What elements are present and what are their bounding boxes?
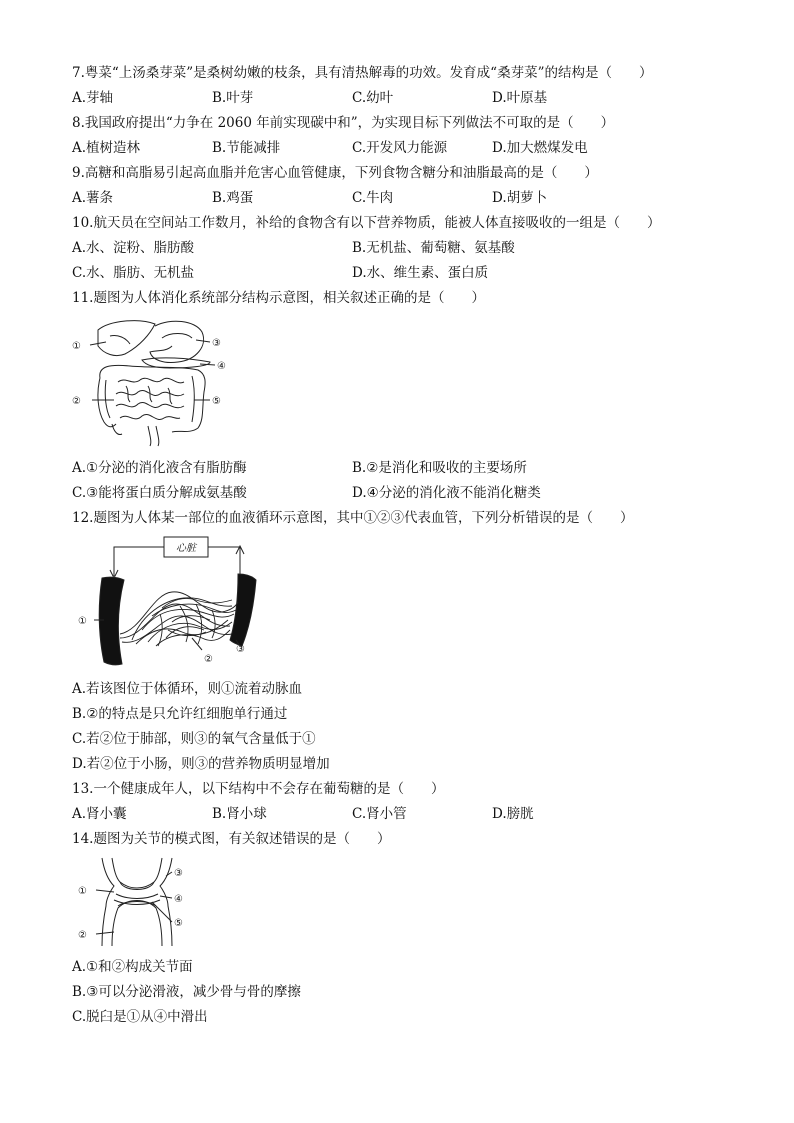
question-13-stem: 13.一个健康成年人，以下结构中不会存在葡萄糖的是（ ） [72,781,445,797]
q7-option-d: D.叶原基 [492,90,548,106]
q8-option-d: D.加大燃煤发电 [492,140,588,156]
fig14-label-1: ① [78,886,87,897]
digestive-system-figure [70,316,240,448]
q9-option-d: D.胡萝卜 [492,190,548,206]
q14-option-b: B.③可以分泌滑液，减少骨与骨的摩擦 [72,984,301,1000]
q11-option-a: A.①分泌的消化液含有脂肪酶 [72,460,247,476]
q13-option-a: A.肾小囊 [72,806,127,822]
q14-option-c: C.脱臼是①从④中滑出 [72,1009,208,1025]
fig11-label-3: ③ [212,338,221,349]
fig14-label-2: ② [78,930,87,941]
q8-option-a: A.植树造林 [72,140,141,156]
fig12-label-3: ③ [236,644,245,655]
q10-option-b: B.无机盐、葡萄糖、氨基酸 [352,240,515,256]
q11-option-c: C.③能将蛋白质分解成氨基酸 [72,485,247,501]
q12-option-b: B.②的特点是只允许红细胞单行通过 [72,706,288,722]
q7-option-a: A.芽轴 [72,90,114,106]
question-9-stem: 9.高糖和高脂易引起高血脂并危害心血管健康，下列食物含糖分和油脂最高的是（ ） [72,165,598,181]
fig12-label-2: ② [204,654,213,665]
fig14-label-3: ③ [174,868,183,879]
blood-circulation-figure [72,534,272,670]
question-10-stem: 10.航天员在空间站工作数月，补给的食物含有以下营养物质，能被人体直接吸收的一组是（ ） [72,215,661,231]
q12-option-a: A.若该图位于体循环，则①流着动脉血 [72,681,303,697]
q13-option-d: D.膀胱 [492,806,534,822]
q11-option-b: B.②是消化和吸收的主要场所 [352,460,527,476]
heart-box-label: 心脏 [176,543,196,554]
fig11-label-2: ② [72,396,81,407]
fig14-label-4: ④ [174,894,183,905]
q10-option-d: D.水、维生素、蛋白质 [352,265,489,281]
fig11-label-5: ⑤ [212,396,221,407]
q13-option-c: C.肾小管 [352,806,407,822]
q9-option-c: C.牛肉 [352,190,394,206]
q10-option-a: A.水、淀粉、脂肪酸 [72,240,195,256]
fig11-label-1: ① [72,341,81,352]
question-11-stem: 11.题图为人体消化系统部分结构示意图，相关叙述正确的是（ ） [72,290,485,306]
q8-option-c: C.开发风力能源 [352,140,448,156]
q9-option-b: B.鸡蛋 [212,190,254,206]
fig12-label-1: ① [78,616,87,627]
q14-option-a: A.①和②构成关节面 [72,959,193,975]
q9-option-a: A.薯条 [72,190,114,206]
joint-figure [74,856,194,948]
q10-option-c: C.水、脂肪、无机盐 [72,265,195,281]
question-14-stem: 14.题图为关节的模式图，有关叙述错误的是（ ） [72,831,391,847]
q12-option-d: D.若②位于小肠，则③的营养物质明显增加 [72,756,330,772]
fig11-label-4: ④ [217,361,226,372]
q11-option-d: D.④分泌的消化液不能消化糖类 [352,485,541,501]
question-8-stem: 8.我国政府提出“力争在 2060 年前实现碳中和”，为实现目标下列做法不可取的是（ ） [72,115,615,131]
question-7-stem: 7.粤菜“上汤桑芽菜”是桑树幼嫩的枝条，具有清热解毒的功效。发育成“桑芽菜”的结构是（ ） [72,65,653,81]
question-12-stem: 12.题图为人体某一部位的血液循环示意图，其中①②③代表血管，下列分析错误的是（ ） [72,510,634,526]
q8-option-b: B.节能减排 [212,140,281,156]
fig14-label-5: ⑤ [174,918,183,929]
q13-option-b: B.肾小球 [212,806,267,822]
q7-option-c: C.幼叶 [352,90,394,106]
q12-option-c: C.若②位于肺部，则③的氧气含量低于① [72,731,316,747]
q7-option-b: B.叶芽 [212,90,254,106]
